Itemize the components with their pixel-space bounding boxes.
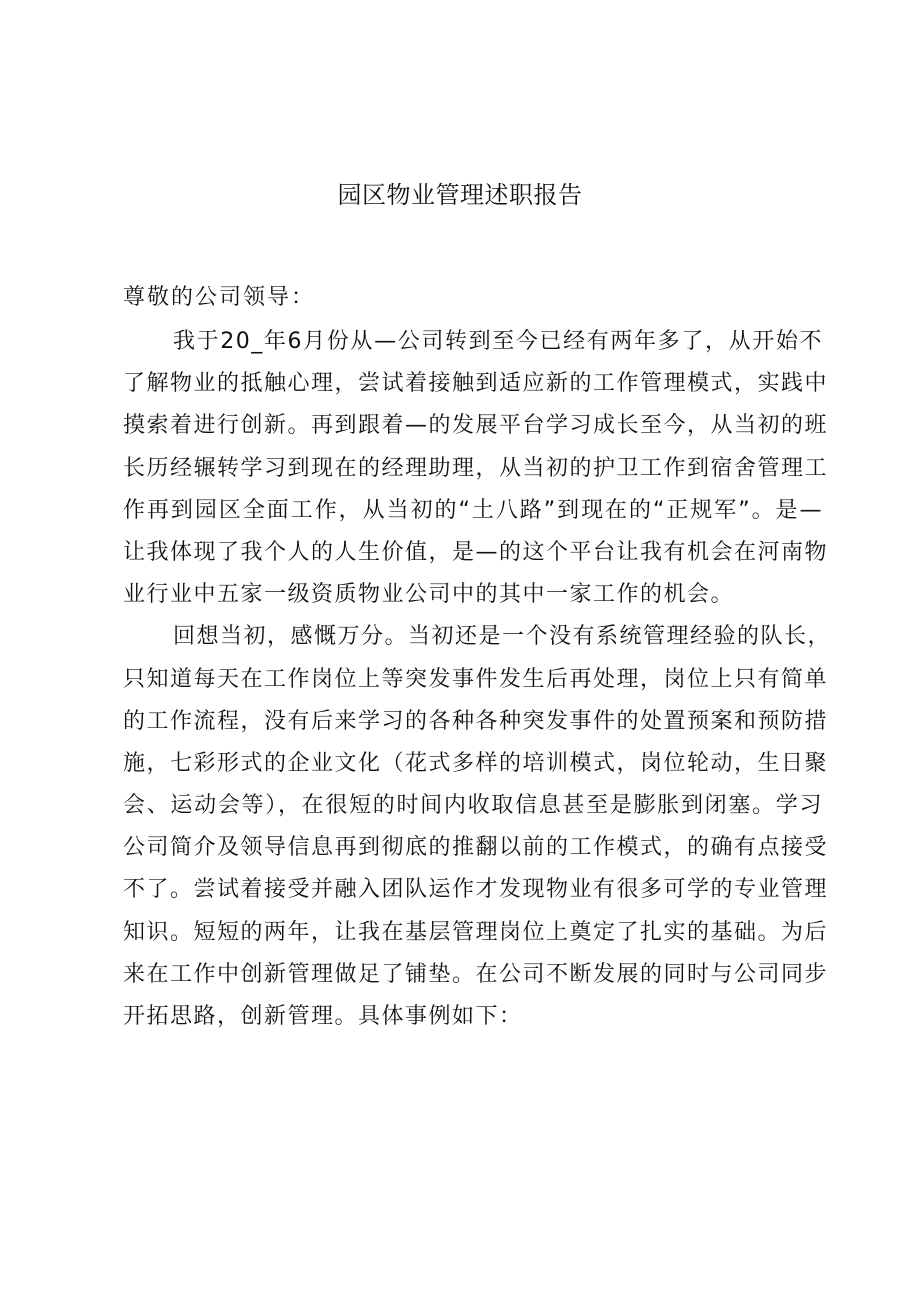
paragraph-2-line-3: 的工作流程，没有后来学习的各种各种突发事件的处置预案和预防措 bbox=[123, 708, 829, 734]
paragraph-2-line-1: 回想当初，感慨万分。当初还是一个没有系统管理经验的队长， bbox=[173, 624, 832, 650]
report-body bbox=[123, 321, 832, 1038]
paragraph-2-line-2: 只知道每天在工作岗位上等突发事件发生后再处理，岗位上只有简单 bbox=[123, 666, 829, 692]
paragraph-2-line-9: 来在工作中创新管理做足了铺垫。在公司不断发展的同时与公司同步 bbox=[123, 961, 829, 987]
paragraph-1-line-2: 了解物业的抵触心理，尝试着接触到适应新的工作管理模式，实践中 bbox=[123, 371, 829, 397]
paragraph-1-line-5: 作再到园区全面工作，从当初的“土八路”到现在的“正规军”。是— bbox=[123, 497, 823, 523]
paragraph-2-line-6: 公司简介及领导信息再到彻底的推翻以前的工作模式，的确有点接受 bbox=[123, 835, 829, 861]
paragraph-2-line-4: 施，七彩形式的企业文化（花式多样的培训模式，岗位轮动，生日聚 bbox=[123, 750, 829, 776]
paragraph-1-line-4: 长历经辗转学习到现在的经理助理，从当初的护卫工作到宿舍管理工 bbox=[123, 455, 829, 481]
report-title: 园区物业管理述职报告 bbox=[337, 181, 583, 209]
paragraph-2-line-7: 不了。尝试着接受并融入团队运作才发现物业有很多可学的专业管理 bbox=[123, 877, 829, 903]
paragraph-2-line-5: 会、运动会等），在很短的时间内收取信息甚至是膨胀到闭塞。学习 bbox=[123, 793, 823, 819]
salutation: 尊敬的公司领导： bbox=[123, 285, 316, 310]
paragraph-1-line-6: 让我体现了我个人的人生价值，是—的这个平台让我有机会在河南物 bbox=[123, 539, 829, 565]
paragraph-2-line-8: 知识。短短的两年，让我在基层管理岗位上奠定了扎实的基础。为后 bbox=[123, 919, 829, 945]
paragraph-1-line-1: 我于20_年6月份从—公司转到至今已经有两年多了，从开始不 bbox=[173, 329, 823, 354]
paragraph-2-line-10: 开拓思路，创新管理。具体事例如下： bbox=[123, 1004, 523, 1029]
paragraph-1-line-3: 摸索着进行创新。再到跟着—的发展平台学习成长至今，从当初的班 bbox=[123, 413, 829, 439]
paragraph-1-line-7: 业行业中五家一级资质物业公司中的其中一家工作的机会。 bbox=[123, 582, 735, 608]
